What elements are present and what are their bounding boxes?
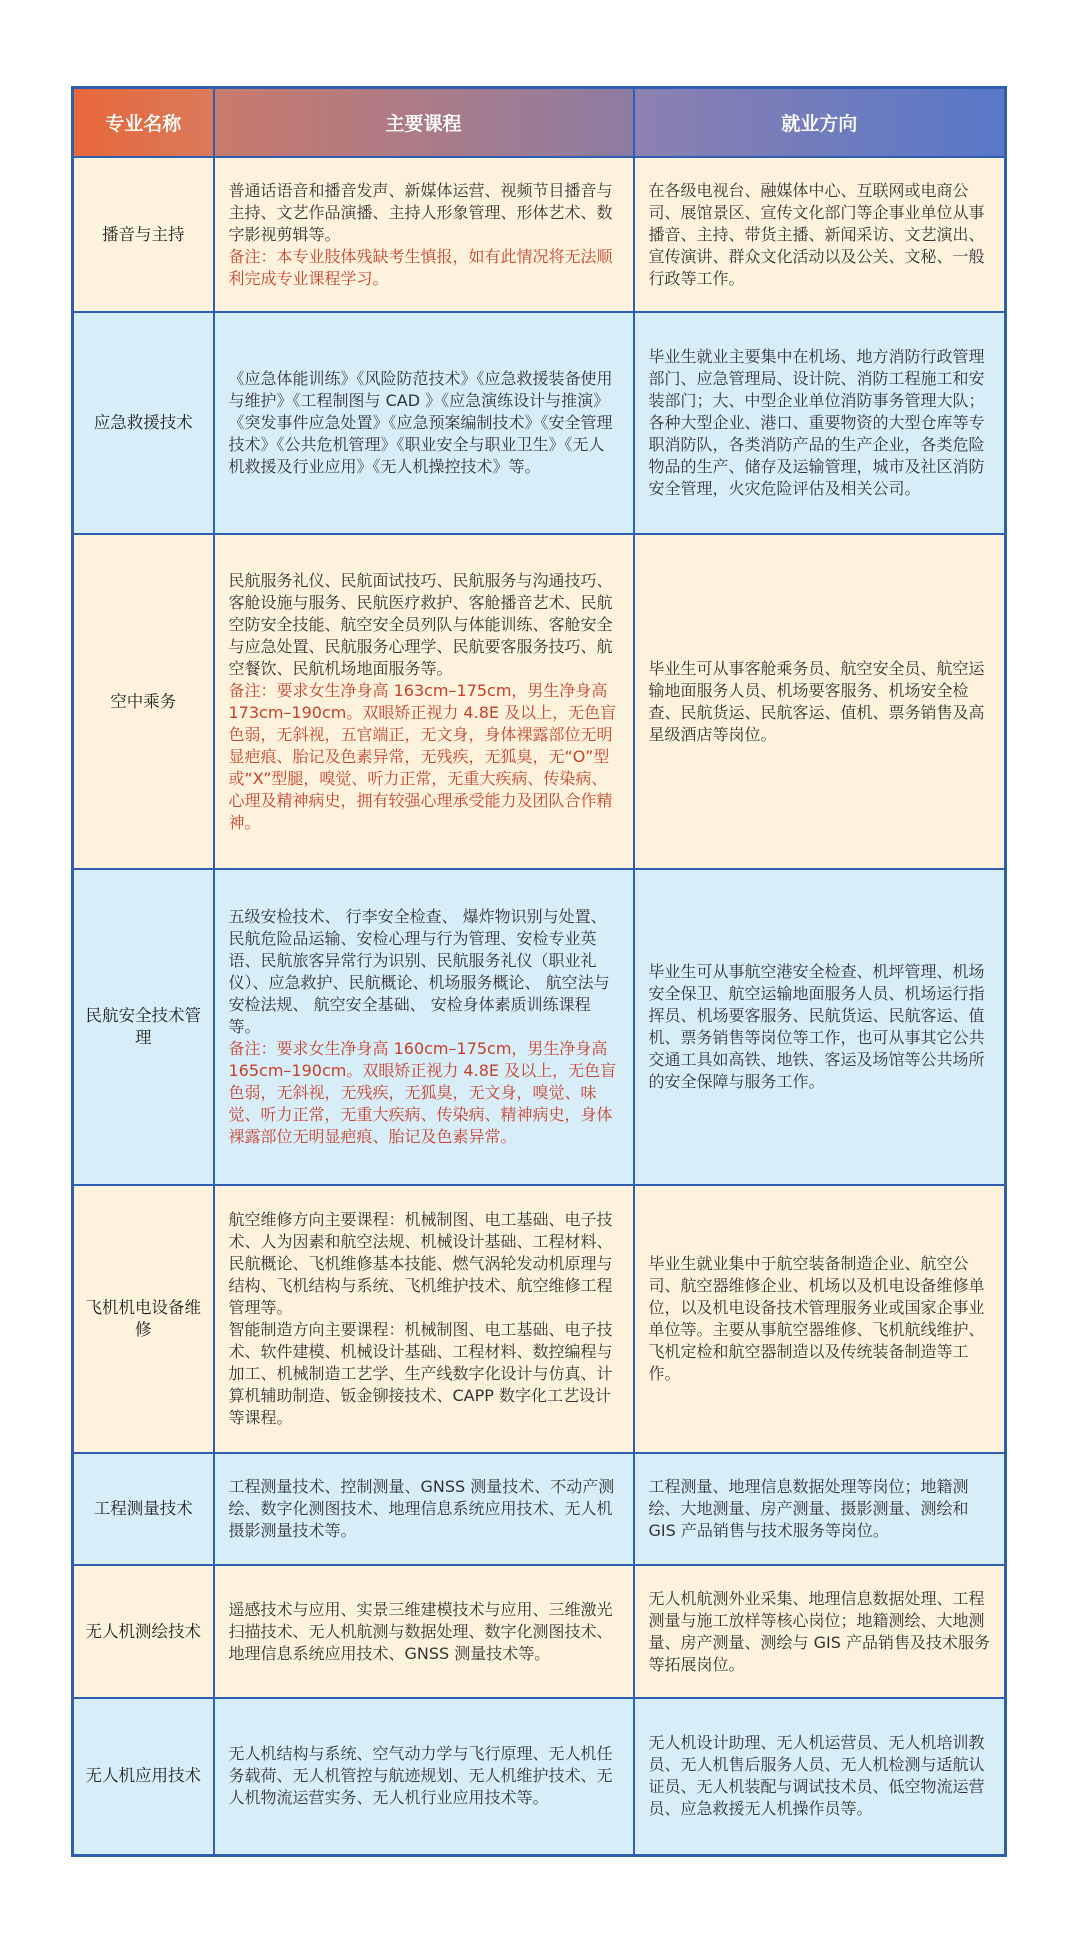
major-name-cell <box>73 1453 214 1565</box>
major-name-cell <box>73 312 214 534</box>
courses-cell <box>214 1453 634 1565</box>
table-row <box>73 1565 1006 1698</box>
major-name: 播音与主持 <box>102 224 185 244</box>
courses-cell <box>214 1698 634 1855</box>
courses-text: 工程测量技术、控制测量、GNSS 测量技术、不动产测绘、数字化测图技术、地理信息系统应用技术、无人机摄影测量技术等。 <box>228 1477 615 1540</box>
major-name: 应急救援技术 <box>93 413 193 432</box>
careers-text: 在各级电视台、融媒体中心、互联网或电商公司、展馆景区、宣传文化部门等企事业单位从事播音、主持、带货主播、新闻采访、文艺演出、宣传演讲、群众文化活动以及公关、文秘、一般行政等工作。 <box>648 180 985 288</box>
major-name: 无人机应用技术 <box>85 1766 201 1786</box>
careers-cell <box>634 157 1006 312</box>
careers-text: 毕业生可从事客舱乘务员、航空安全员、航空运输地面服务人员、机场要客服务、机场安全检查、民航货运、民航客运、值机、票务销售及高星级酒店等岗位。 <box>648 658 985 744</box>
careers-cell <box>634 869 1006 1185</box>
admission-note: 备注：本专业肢体残缺考生慎报，如有此情况将无法顺利完成专业课程学习。 <box>228 246 613 288</box>
table-header-row <box>73 88 1006 158</box>
major-name-cell <box>73 1698 214 1855</box>
header-main-courses: 主要课程 <box>214 88 634 158</box>
major-name-cell <box>73 869 214 1185</box>
admission-note: 备注：要求女生净身高 160cm–175cm，男生净身高 165cm–190cm。双眼矫正视力 4.8E 及以上，无色盲色弱，无斜视，无残疾，无狐臭，无文身，嗅觉、味觉、听力正常，无重大疾病、传染病、精神病史，身体裸露部位无明显疤痕、胎记及色素异常。 <box>228 1039 617 1146</box>
admission-note: 备注：要求女生净身高 163cm–175cm，男生净身高 173cm–190cm。双眼矫正视力 4.8E 及以上，无色盲色弱，无斜视，五官端正，无文身，身体裸露部位无明显疤痕、胎记及色素异常，无残疾，无狐臭，无“O”型或“X”型腿，嗅觉、听力正常，无重大疾病、传染病、心理及精神病史，拥有较强心理承受能力及团队合作精神。 <box>228 680 617 832</box>
courses-cell <box>214 1185 634 1453</box>
courses-text: 遥感技术与应用、实景三维建模技术与应用、三维激光扫描技术、无人机航测与数据处理、数字化测图技术、地理信息系统应用技术、GNSS 测量技术等。 <box>228 1599 613 1663</box>
courses-text: 五级安检技术、 行李安全检查、 爆炸物识别与处置、民航危险品运输、安检心理与行为管理、安检专业英语、民航旅客异常行为识别、民航服务礼仪（职业礼仪）、应急救护、民航概论、机场服务概论、 航空法与安检法规、 航空安全基础、 安检身体素质训练课程等。 <box>228 907 610 1036</box>
courses-text: 《应急体能训练》《风险防范技术》《应急救援装备使用与维护》《工程制图与 CAD 》《应急演练设计与推演》《突发事件应急处置》《应急预案编制技术》《安全管理技术》《公共危机管理》《职业安全与职业卫生》《无人机救援及行业应用》《无人机操控技术》等。 <box>228 369 613 476</box>
major-name: 空中乘务 <box>110 691 177 711</box>
table-row <box>73 534 1006 869</box>
careers-cell <box>634 1453 1006 1565</box>
major-name-cell <box>73 157 214 312</box>
courses-cell <box>214 534 634 869</box>
careers-text: 毕业生就业集中于航空装备制造企业、航空公司、航空器维修企业、机场以及机电设备维修单位，以及机电设备技术管理服务业或国家企事业单位等。主要从事航空器维修、飞机航线维护、飞机定检和航空器制造以及传统装备制造等工作。 <box>648 1254 985 1383</box>
table-row <box>73 1698 1006 1855</box>
courses-text: 航空维修方向主要课程：机械制图、电工基础、电子技术、人为因素和航空法规、机械设计基础、工程材料、民航概论、飞机维修基本技能、燃气涡轮发动机原理与结构、飞机结构与系统、飞机维护技术、航空维修工程管理等。 <box>228 1210 613 1317</box>
careers-text: 毕业生可从事航空港安全检查、机坪管理、机场安全保卫、航空运输地面服务人员、机场运行指挥员、机场要客服务、民航货运、民航客运、值机、票务销售等岗位等工作，也可从事其它公共交通工具如高铁、地铁、客运及场馆等公共场所的安全保障与服务工作。 <box>648 962 985 1091</box>
careers-text: 无人机航测外业采集、地理信息数据处理、工程测量与施工放样等核心岗位；地籍测绘、大地测量、房产测量、测绘与 GIS 产品销售及技术服务等拓展岗位。 <box>648 1588 990 1674</box>
careers-text: 工程测量、地理信息数据处理等岗位；地籍测绘、大地测量、房产测量、摄影测量、测绘和 GIS 产品销售与技术服务等岗位。 <box>648 1477 969 1540</box>
table-row <box>73 157 1006 312</box>
table-row <box>73 1453 1006 1565</box>
courses-text: 无人机结构与系统、空气动力学与飞行原理、无人机任务载荷、无人机管控与航迹规划、无人机维护技术、无人机物流运营实务、无人机行业应用技术等。 <box>228 1744 613 1808</box>
major-name: 工程测量技术 <box>93 1499 193 1518</box>
courses-text: 民航服务礼仪、民航面试技巧、民航服务与沟通技巧、客舱设施与服务、民航医疗救护、客舱播音艺术、民航空防安全技能、航空安全员列队与体能训练、客舱安全与应急处置、民航服务心理学、民航要客服务技巧、航空餐饮、民航机场地面服务等。 <box>228 570 613 678</box>
table-row <box>73 312 1006 534</box>
courses-cell <box>214 1565 634 1698</box>
careers-cell <box>634 534 1006 869</box>
courses-cell <box>214 157 634 312</box>
courses-text-secondary: 智能制造方向主要课程：机械制图、电工基础、电子技术、软件建模、机械设计基础、工程材料、数控编程与加工、机械制造工艺学、生产线数字化设计与仿真、计算机辅助制造、钣金铆接技术、CAPP 数字化工艺设计等课程。 <box>228 1320 613 1427</box>
courses-text: 普通话语音和播音发声、新媒体运营、视频节目播音与主持、文艺作品演播、主持人形象管理、形体艺术、数字影视剪辑等。 <box>228 180 613 244</box>
program-table <box>71 86 1007 1857</box>
careers-cell <box>634 312 1006 534</box>
careers-cell <box>634 1565 1006 1698</box>
major-name: 飞机机电设备维修 <box>85 1298 201 1339</box>
table-row <box>73 1185 1006 1453</box>
careers-cell <box>634 1185 1006 1453</box>
major-name: 民航安全技术管理 <box>85 1006 201 1047</box>
table-row <box>73 869 1006 1185</box>
courses-cell <box>214 312 634 534</box>
major-name-cell <box>73 1185 214 1453</box>
courses-cell <box>214 869 634 1185</box>
careers-cell <box>634 1698 1006 1855</box>
careers-text: 毕业生就业主要集中在机场、地方消防行政管理部门、应急管理局、设计院、消防工程施工和安装部门；大、中型企业单位消防事务管理大队；各种大型企业、港口、重要物资的大型仓库等专职消防队，各类消防产品的生产企业，各类危险物品的生产、储存及运输管理，城市及社区消防安全管理，火灾危险评估及相关公司。 <box>648 347 985 498</box>
header-major-name: 专业名称 <box>73 88 214 158</box>
major-name-cell <box>73 1565 214 1698</box>
careers-text: 无人机设计助理、无人机运营员、无人机培训教员、无人机售后服务人员、无人机检测与适航认证员、无人机装配与调试技术员、低空物流运营员、应急救援无人机操作员等。 <box>648 1733 985 1819</box>
major-name-cell <box>73 534 214 869</box>
major-name: 无人机测绘技术 <box>85 1621 201 1641</box>
header-career-direction: 就业方向 <box>634 88 1006 158</box>
